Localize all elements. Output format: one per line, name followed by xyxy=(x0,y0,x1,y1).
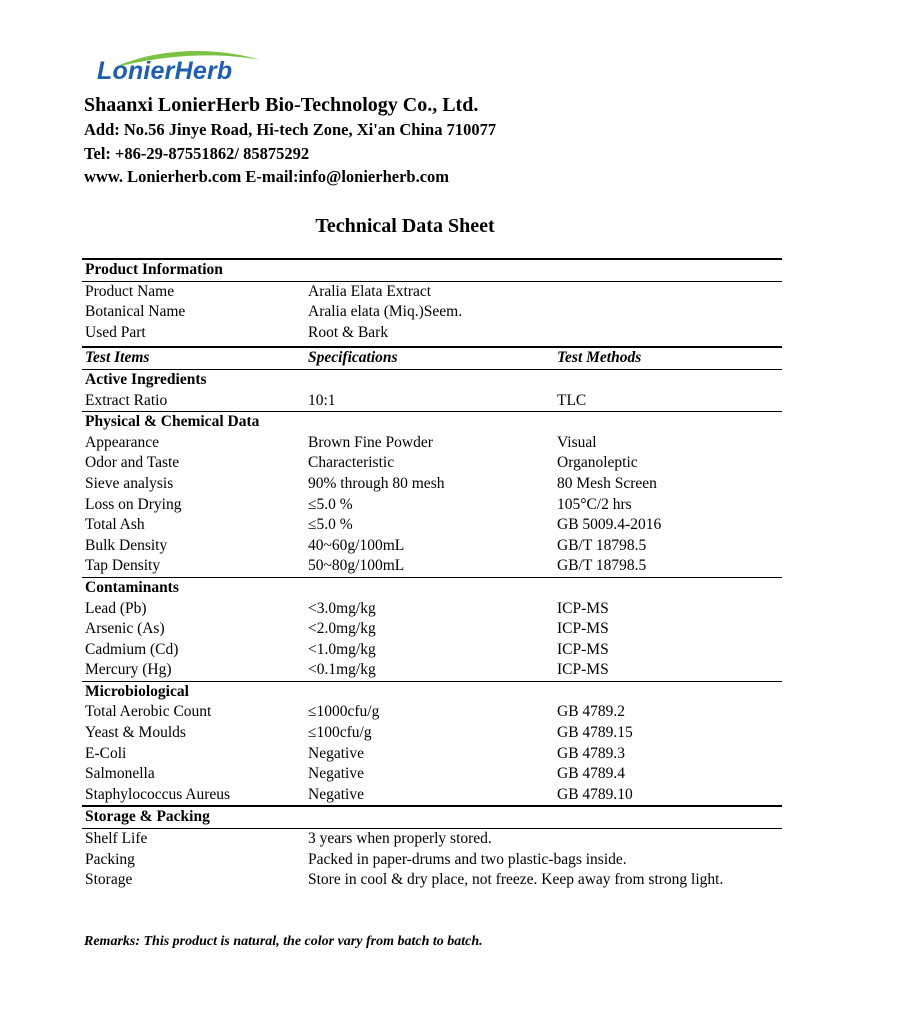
row-value: Aralia Elata Extract xyxy=(308,282,432,300)
table-row xyxy=(82,870,782,891)
test-method: ICP-MS xyxy=(557,599,609,617)
table-row xyxy=(82,433,782,454)
document-title: Technical Data Sheet xyxy=(315,215,495,237)
table-row xyxy=(82,391,782,412)
row-value: Root & Bark xyxy=(308,323,389,341)
company-name: Shaanxi LonierHerb Bio-Technology Co., Ltd. xyxy=(84,94,479,116)
test-item: E-Coli xyxy=(85,744,127,762)
test-method: TLC xyxy=(557,391,587,409)
section-title: Microbiological xyxy=(85,682,189,700)
test-method: GB 4789.2 xyxy=(557,703,626,721)
company-tel: Tel: +86-29-87551862/ 85875292 xyxy=(84,143,310,163)
table-row xyxy=(82,723,782,744)
test-method: ICP-MS xyxy=(557,661,609,679)
table-row xyxy=(82,302,782,323)
test-method: ICP-MS xyxy=(557,640,609,658)
table-row xyxy=(82,556,782,577)
test-item: Odor and Taste xyxy=(85,454,180,472)
specification: ≤5.0 % xyxy=(308,495,353,513)
data-sheet-table xyxy=(82,258,782,891)
specification: 50~80g/100mL xyxy=(308,557,405,575)
test-method: GB 4789.3 xyxy=(557,744,626,762)
row-label: Used Part xyxy=(85,323,146,341)
specification: ≤1000cfu/g xyxy=(308,703,380,721)
test-method: Visual xyxy=(557,433,597,451)
company-address: Add: No.56 Jinye Road, Hi-tech Zone, Xi'an China 710077 xyxy=(84,120,497,139)
table-row xyxy=(82,640,782,661)
specification: 10:1 xyxy=(308,391,336,409)
test-item: Salmonella xyxy=(85,765,155,783)
test-item: Staphylococcus Aureus xyxy=(85,785,231,803)
table-row xyxy=(82,599,782,620)
remarks: Remarks: This product is natural, the color vary from batch to batch. xyxy=(84,934,483,949)
test-method: GB 4789.10 xyxy=(557,785,633,803)
row-label: Shelf Life xyxy=(85,830,148,848)
table-row xyxy=(82,515,782,536)
row-label: Packing xyxy=(85,850,135,868)
specification: 40~60g/100mL xyxy=(308,536,405,554)
specification: ≤100cfu/g xyxy=(308,724,372,742)
specification: <2.0mg/kg xyxy=(308,620,376,638)
row-label: Botanical Name xyxy=(85,303,186,321)
specification: <0.1mg/kg xyxy=(308,661,376,679)
table-row xyxy=(82,829,782,850)
table-row xyxy=(82,850,782,871)
table-row xyxy=(82,536,782,557)
test-method: 80 Mesh Screen xyxy=(557,474,657,492)
section-heading xyxy=(82,578,782,599)
table-row xyxy=(82,744,782,765)
column-header-items: Test Items xyxy=(85,349,150,367)
specification: <1.0mg/kg xyxy=(308,640,376,658)
company-header xyxy=(84,92,496,189)
section-title: Active Ingredients xyxy=(85,370,207,388)
table-row xyxy=(82,495,782,516)
test-item: Sieve analysis xyxy=(85,474,174,492)
table-row xyxy=(82,474,782,495)
test-item: Appearance xyxy=(85,433,160,451)
test-item: Extract Ratio xyxy=(85,391,168,409)
row-value: Store in cool & dry place, not freeze. Keep away from strong light. xyxy=(308,871,724,889)
row-value: Packed in paper-drums and two plastic-bags inside. xyxy=(308,850,627,868)
section-title: Storage & Packing xyxy=(85,808,210,826)
test-item: Mercury (Hg) xyxy=(85,661,172,679)
column-header-methods: Test Methods xyxy=(557,349,642,367)
test-item: Cadmium (Cd) xyxy=(85,640,179,658)
column-header-specifications: Specifications xyxy=(308,349,398,367)
test-method: GB 5009.4-2016 xyxy=(557,516,662,534)
test-method: GB/T 18798.5 xyxy=(557,557,647,575)
test-item: Lead (Pb) xyxy=(85,599,147,617)
table-row xyxy=(82,453,782,474)
table-row xyxy=(82,764,782,785)
table-row xyxy=(82,702,782,723)
table-row xyxy=(82,785,782,806)
test-method: GB/T 18798.5 xyxy=(557,536,647,554)
specification: <3.0mg/kg xyxy=(308,599,376,617)
specification: ≤5.0 % xyxy=(308,516,353,534)
company-web-email: www. Lonierherb.com E-mail:info@lonierherb.com xyxy=(84,167,450,186)
table-row xyxy=(82,323,782,344)
test-item: Tap Density xyxy=(85,557,161,575)
test-method: Organoleptic xyxy=(557,454,638,472)
logo-text: LonierHerb xyxy=(97,57,233,85)
table-row xyxy=(82,619,782,640)
specification: Negative xyxy=(308,765,364,783)
table-row xyxy=(82,660,782,681)
test-item: Arsenic (As) xyxy=(85,620,165,638)
section-heading xyxy=(82,260,782,281)
test-method: GB 4789.15 xyxy=(557,724,633,742)
section-title: Physical & Chemical Data xyxy=(85,413,260,431)
specification: Negative xyxy=(308,785,364,803)
column-headers xyxy=(82,348,782,369)
specification: Negative xyxy=(308,744,364,762)
test-method: 105°C/2 hrs xyxy=(557,495,632,513)
specification: Brown Fine Powder xyxy=(308,433,433,451)
test-item: Loss on Drying xyxy=(85,495,182,513)
row-label: Product Name xyxy=(85,282,175,300)
specification: Characteristic xyxy=(308,454,395,472)
section-heading xyxy=(82,370,782,391)
test-item: Total Aerobic Count xyxy=(85,703,212,721)
section-title: Product Information xyxy=(85,261,223,278)
test-item: Bulk Density xyxy=(85,536,168,554)
row-label: Storage xyxy=(85,871,133,889)
test-method: GB 4789.4 xyxy=(557,765,626,783)
row-value: 3 years when properly stored. xyxy=(308,830,492,848)
test-item: Total Ash xyxy=(85,516,145,534)
test-item: Yeast & Moulds xyxy=(85,724,186,742)
section-heading xyxy=(82,682,782,703)
company-logo xyxy=(95,50,270,90)
table-row xyxy=(82,282,782,303)
section-heading xyxy=(82,412,782,433)
specification: 90% through 80 mesh xyxy=(308,474,445,492)
test-method: ICP-MS xyxy=(557,620,609,638)
section-heading xyxy=(82,807,782,828)
section-title: Contaminants xyxy=(85,578,179,596)
row-value: Aralia elata (Miq.)Seem. xyxy=(308,303,463,321)
